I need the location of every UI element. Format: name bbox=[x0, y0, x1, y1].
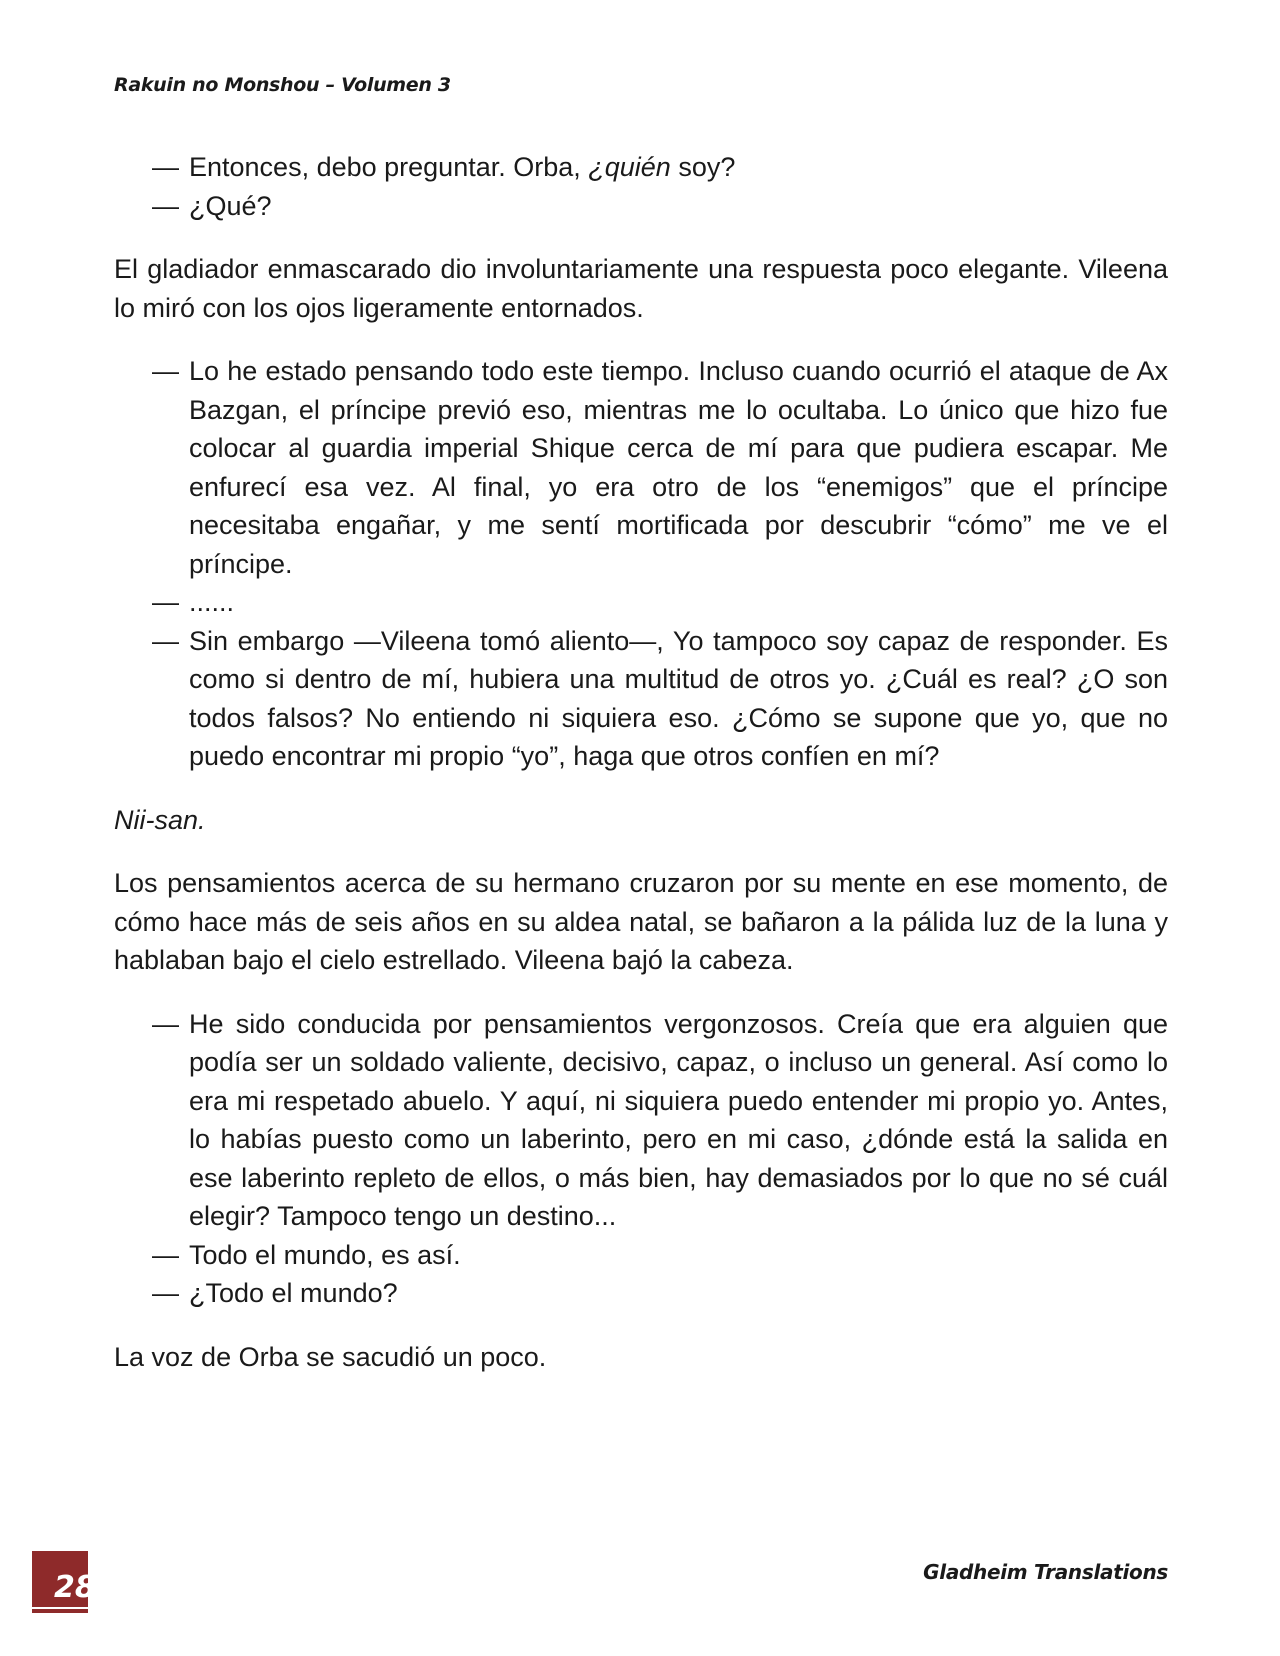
narration-paragraph: El gladiador enmascarado dio involuntariamente una respuesta poco elegante. Vileena lo miró con los ojos ligeramente entornados. bbox=[114, 254, 1168, 323]
em-dash: — bbox=[152, 1239, 179, 1270]
dialogue-text: soy? bbox=[670, 152, 736, 182]
dialogue-line bbox=[152, 1236, 1168, 1275]
dialogue-line bbox=[152, 352, 1168, 583]
dialogue-line bbox=[152, 1274, 1168, 1313]
dialogue-text: ...... bbox=[189, 587, 235, 617]
em-dash: — bbox=[152, 587, 179, 617]
em-dash: — bbox=[152, 356, 179, 386]
italic-thought: Nii-san. bbox=[114, 804, 206, 835]
emphasis-text: ¿quién bbox=[588, 152, 671, 182]
dialogue-text: ¿Qué? bbox=[189, 190, 272, 221]
dialogue-text: Sin embargo —Vileena tomó aliento—, Yo tampoco soy capaz de responder. Es como si dentro de mí, hubiera una multitud de otros yo. ¿Cuál es real? ¿O son todos falsos? No entiendo ni siquiera eso. ¿Cómo se supone que yo, que no puedo encontrar mi propio “yo”, haga que otros confíen en mí? bbox=[189, 625, 1168, 771]
footer-brand: Gladheim Translations bbox=[923, 1560, 1168, 1584]
dialogue-group-2 bbox=[114, 352, 1168, 776]
narration-paragraph: La voz de Orba se sacudió un poco. bbox=[114, 1341, 547, 1372]
dialogue-line bbox=[152, 187, 1168, 226]
em-dash: — bbox=[152, 190, 179, 221]
dialogue-line bbox=[152, 148, 1168, 187]
dialogue-line bbox=[152, 622, 1168, 776]
dialogue-line bbox=[152, 1005, 1168, 1236]
dialogue-text: Todo el mundo, es así. bbox=[189, 1239, 461, 1270]
running-header: Rakuin no Monshou – Volumen 3 bbox=[114, 74, 451, 96]
page-number-badge bbox=[32, 1551, 96, 1613]
dialogue-text: Entonces, debo preguntar. Orba, bbox=[189, 152, 589, 182]
dialogue-group-3 bbox=[114, 1005, 1168, 1313]
dialogue-group-1 bbox=[114, 148, 1168, 225]
dialogue-text: ¿Todo el mundo? bbox=[189, 1278, 398, 1308]
em-dash: — bbox=[152, 152, 179, 182]
dialogue-line bbox=[152, 583, 1168, 622]
em-dash: — bbox=[152, 1008, 179, 1039]
page-number: 28 bbox=[54, 1570, 96, 1605]
em-dash: — bbox=[152, 1278, 179, 1308]
badge-underline bbox=[32, 1607, 88, 1609]
body-text bbox=[114, 148, 1168, 1401]
dialogue-text: Lo he estado pensando todo este tiempo. Incluso cuando ocurrió el ataque de Ax Bazgan, el príncipe previó eso, mientras me lo ocultaba. Lo único que hizo fue colocar al guardia imperial Shique cerca de mí para que pudiera escapar. Me enfurecí esa vez. Al final, yo era otro de los “enemigos” que el príncipe necesitaba engañar, y me sentí mortificada por descubrir “cómo” me ve el príncipe. bbox=[189, 356, 1168, 579]
narration-paragraph: Los pensamientos acerca de su hermano cruzaron por su mente en ese momento, de cómo hace más de seis años en su aldea natal, se bañaron a la pálida luz de la luna y hablaban bajo el cielo estrellado. Vileena bajó la cabeza. bbox=[114, 868, 1168, 975]
em-dash: — bbox=[152, 625, 179, 656]
dialogue-text: He sido conducida por pensamientos vergonzosos. Creía que era alguien que podía ser un soldado valiente, decisivo, capaz, o incluso un general. Así como lo era mi respetado abuelo. Y aquí, ni siquiera puedo entender mi propio yo. Antes, lo habías puesto como un laberinto, pero en mi caso, ¿dónde está la salida en ese laberinto repleto de ellos, o más bien, hay demasiados por lo que no sé cuál elegir? Tampoco tengo un destino... bbox=[189, 1008, 1168, 1231]
